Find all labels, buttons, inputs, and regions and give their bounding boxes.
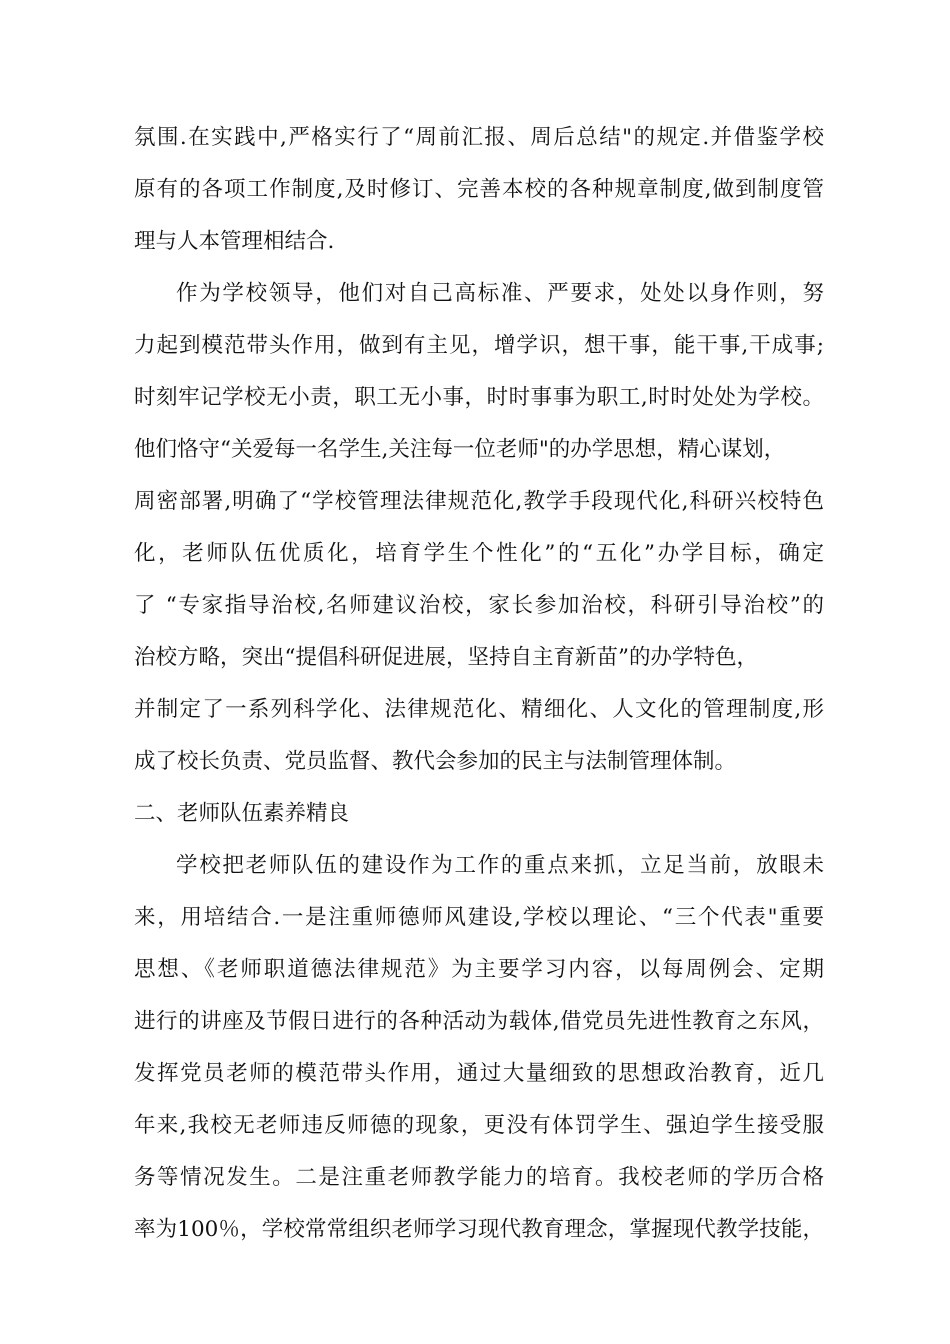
paragraph-first-line: 学校把老师队伍的建设作为工作的重点来抓，立足当前，放眼未 <box>176 853 824 878</box>
text-line: 了 “专家指导治校,名师建议治校，家长参加治校，科研引导治校”的 <box>134 593 824 618</box>
text-line: 周密部署,明确了“学校管理法律规范化,教学手段现代化,科研兴校特色 <box>134 489 824 514</box>
text-line: 来，用培结合.一是注重师德师风建设,学校以理论、“三个代表"重要 <box>134 905 824 930</box>
text-line: 成了校长负责、党员监督、教代会参加的民主与法制管理体制。 <box>134 749 737 774</box>
text-line: 他们恪守“关爱每一名学生,关注每一位老师"的办学思想，精心谋划， <box>134 437 786 462</box>
section-heading: 二、老师队伍素养精良 <box>134 801 350 826</box>
text-line: 发挥党员老师的模范带头作用，通过大量细致的思想政治教育，近几 <box>134 1061 824 1086</box>
text-line: 理与人本管理相结合. <box>134 229 335 254</box>
text-line: 务等情况发生。二是注重老师教学能力的培育。我校老师的学历合格 <box>134 1165 824 1190</box>
text-line: 氛围.在实践中,严格实行了“周前汇报、周后总结"的规定.并借鉴学校 <box>134 125 824 150</box>
text-line: 力起到模范带头作用，做到有主见，增学识，想干事，能干事,干成事; <box>134 333 824 358</box>
text-line: 并制定了一系列科学化、法律规范化、精细化、人文化的管理制度,形 <box>134 697 824 722</box>
text-line: 化，老师队伍优质化，培育学生个性化”的“五化”办学目标，确定 <box>134 541 824 566</box>
text-line: 时刻牢记学校无小责，职工无小事，时时事事为职工,时时处处为学校。 <box>134 385 824 410</box>
text-line: 思想、《老师职道德法律规范》为主要学习内容，以每周例会、定期 <box>134 957 824 982</box>
text-line: 年来,我校无老师违反师德的现象，更没有体罚学生、强迫学生接受服 <box>134 1113 824 1138</box>
paragraph-first-line: 作为学校领导，他们对自己高标准、严要求，处处以身作则，努 <box>176 281 824 306</box>
text-line: 率为100％，学校常常组织老师学习现代教育理念，掌握现代教学技能， <box>134 1217 824 1242</box>
text-line: 原有的各项工作制度,及时修订、完善本校的各种规章制度,做到制度管 <box>134 177 824 202</box>
text-line: 进行的讲座及节假日进行的各种活动为载体,借党员先进性教育之东风， <box>134 1009 824 1034</box>
text-line: 治校方略，突出“提倡科研促进展，坚持自主育新苗”的办学特色， <box>134 645 758 670</box>
